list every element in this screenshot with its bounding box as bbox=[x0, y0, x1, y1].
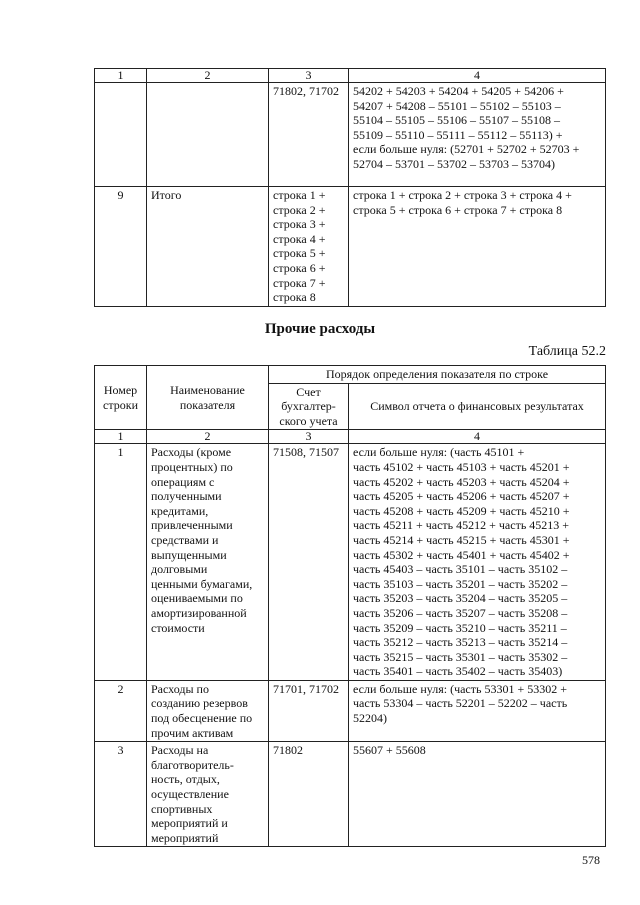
table-row bbox=[95, 83, 606, 187]
col-num-4: 4 bbox=[349, 69, 606, 83]
row-number: 1 bbox=[95, 444, 147, 681]
table-row bbox=[95, 444, 606, 681]
col-num-4: 4 bbox=[349, 430, 606, 444]
row-formula: 55607 + 55608 bbox=[349, 742, 606, 847]
section-title: Прочие расходы bbox=[264, 321, 376, 337]
table-label: Таблица 52.2 bbox=[528, 344, 606, 359]
header-symbol: Символ отчета о финансовых результатах bbox=[349, 383, 606, 430]
header-method-group: Порядок определения показателя по строке bbox=[269, 366, 606, 384]
row-name bbox=[147, 83, 269, 187]
header-indicator-name: Наименование показателя bbox=[147, 366, 269, 430]
col-num-3: 3 bbox=[269, 69, 349, 83]
table-row bbox=[95, 742, 606, 847]
col-num-1: 1 bbox=[95, 69, 147, 83]
col-num-2: 2 bbox=[147, 430, 269, 444]
column-number-row bbox=[95, 69, 606, 83]
row-number: 2 bbox=[95, 680, 147, 741]
row-account: 71802, 71702 bbox=[269, 83, 349, 187]
row-number: 9 bbox=[95, 187, 147, 307]
row-account: 71701, 71702 bbox=[269, 680, 349, 741]
continuation-table bbox=[94, 68, 606, 307]
col-num-1: 1 bbox=[95, 430, 147, 444]
column-number-row bbox=[95, 430, 606, 444]
row-name: Расходы по созданию резервов под обесценение по прочим активам bbox=[147, 680, 269, 741]
row-account: строка 1 + строка 2 + строка 3 + строка 4 + строка 5 + строка 6 + строка 7 + строка 8 bbox=[269, 187, 349, 307]
header-row bbox=[95, 366, 606, 384]
row-name: Итого bbox=[147, 187, 269, 307]
header-row-number: Номер строки bbox=[95, 366, 147, 430]
row-formula: строка 1 + строка 2 + строка 3 + строка 4 + строка 5 + строка 6 + строка 7 + строка 8 bbox=[349, 187, 606, 307]
row-formula: 54202 + 54203 + 54204 + 54205 + 54206 + 54207 + 54208 – 55101 – 55102 – 55103 – 55104 – 55105 – 55106 – 55107 – 55108 – 55109 – 55110 – 55111 – 55112 – 55113) + если больше нуля: (52701 + 52702 + 52703 + 52704 – 53701 – 53702 – 53703 – 53704) bbox=[349, 83, 606, 187]
page-number: 578 bbox=[582, 853, 600, 867]
table-row bbox=[95, 187, 606, 307]
row-formula: если больше нуля: (часть 53301 + 53302 + часть 53304 – часть 52201 – 52202 – часть 52204) bbox=[349, 680, 606, 741]
row-account: 71508, 71507 bbox=[269, 444, 349, 681]
expenses-table bbox=[94, 365, 606, 847]
table-row bbox=[95, 680, 606, 741]
col-num-2: 2 bbox=[147, 69, 269, 83]
header-account: Счет бухгалтер-ского учета bbox=[269, 383, 349, 430]
col-num-3: 3 bbox=[269, 430, 349, 444]
row-account: 71802 bbox=[269, 742, 349, 847]
row-name: Расходы на благотворитель- ность, отдых, осуществление спортивных мероприятий и мероприятий bbox=[147, 742, 269, 847]
row-number: 3 bbox=[95, 742, 147, 847]
row-formula: если больше нуля: (часть 45101 + часть 45102 + часть 45103 + часть 45201 + часть 45202 + часть 45203 + часть 45204 + часть 45205 + часть 45206 + часть 45207 + часть 45208 + часть 45209 + часть 45210 + часть 45211 + часть 45212 + часть 45213 + часть 45214 + часть 45215 + часть 45301 + часть 45302 + часть 45401 + часть 45402 + часть 45403 – часть 35101 – часть 35102 – часть 35103 – часть 35201 – часть 35202 – часть 35203 – часть 35204 – часть 35205 – часть 35206 – часть 35207 – часть 35208 – часть 35209 – часть 35210 – часть 35211 – часть 35212 – часть 35213 – часть 35214 – часть 35215 – часть 35301 – часть 35302 – часть 35401 – часть 35402 – часть 35403) bbox=[349, 444, 606, 681]
row-number bbox=[95, 83, 147, 187]
row-name: Расходы (кроме процентных) по операциям с полученными кредитами, привлеченными средствами и выпущенными долговыми ценными бумагами, оцениваемыми по амортизированной стоимости bbox=[147, 444, 269, 681]
